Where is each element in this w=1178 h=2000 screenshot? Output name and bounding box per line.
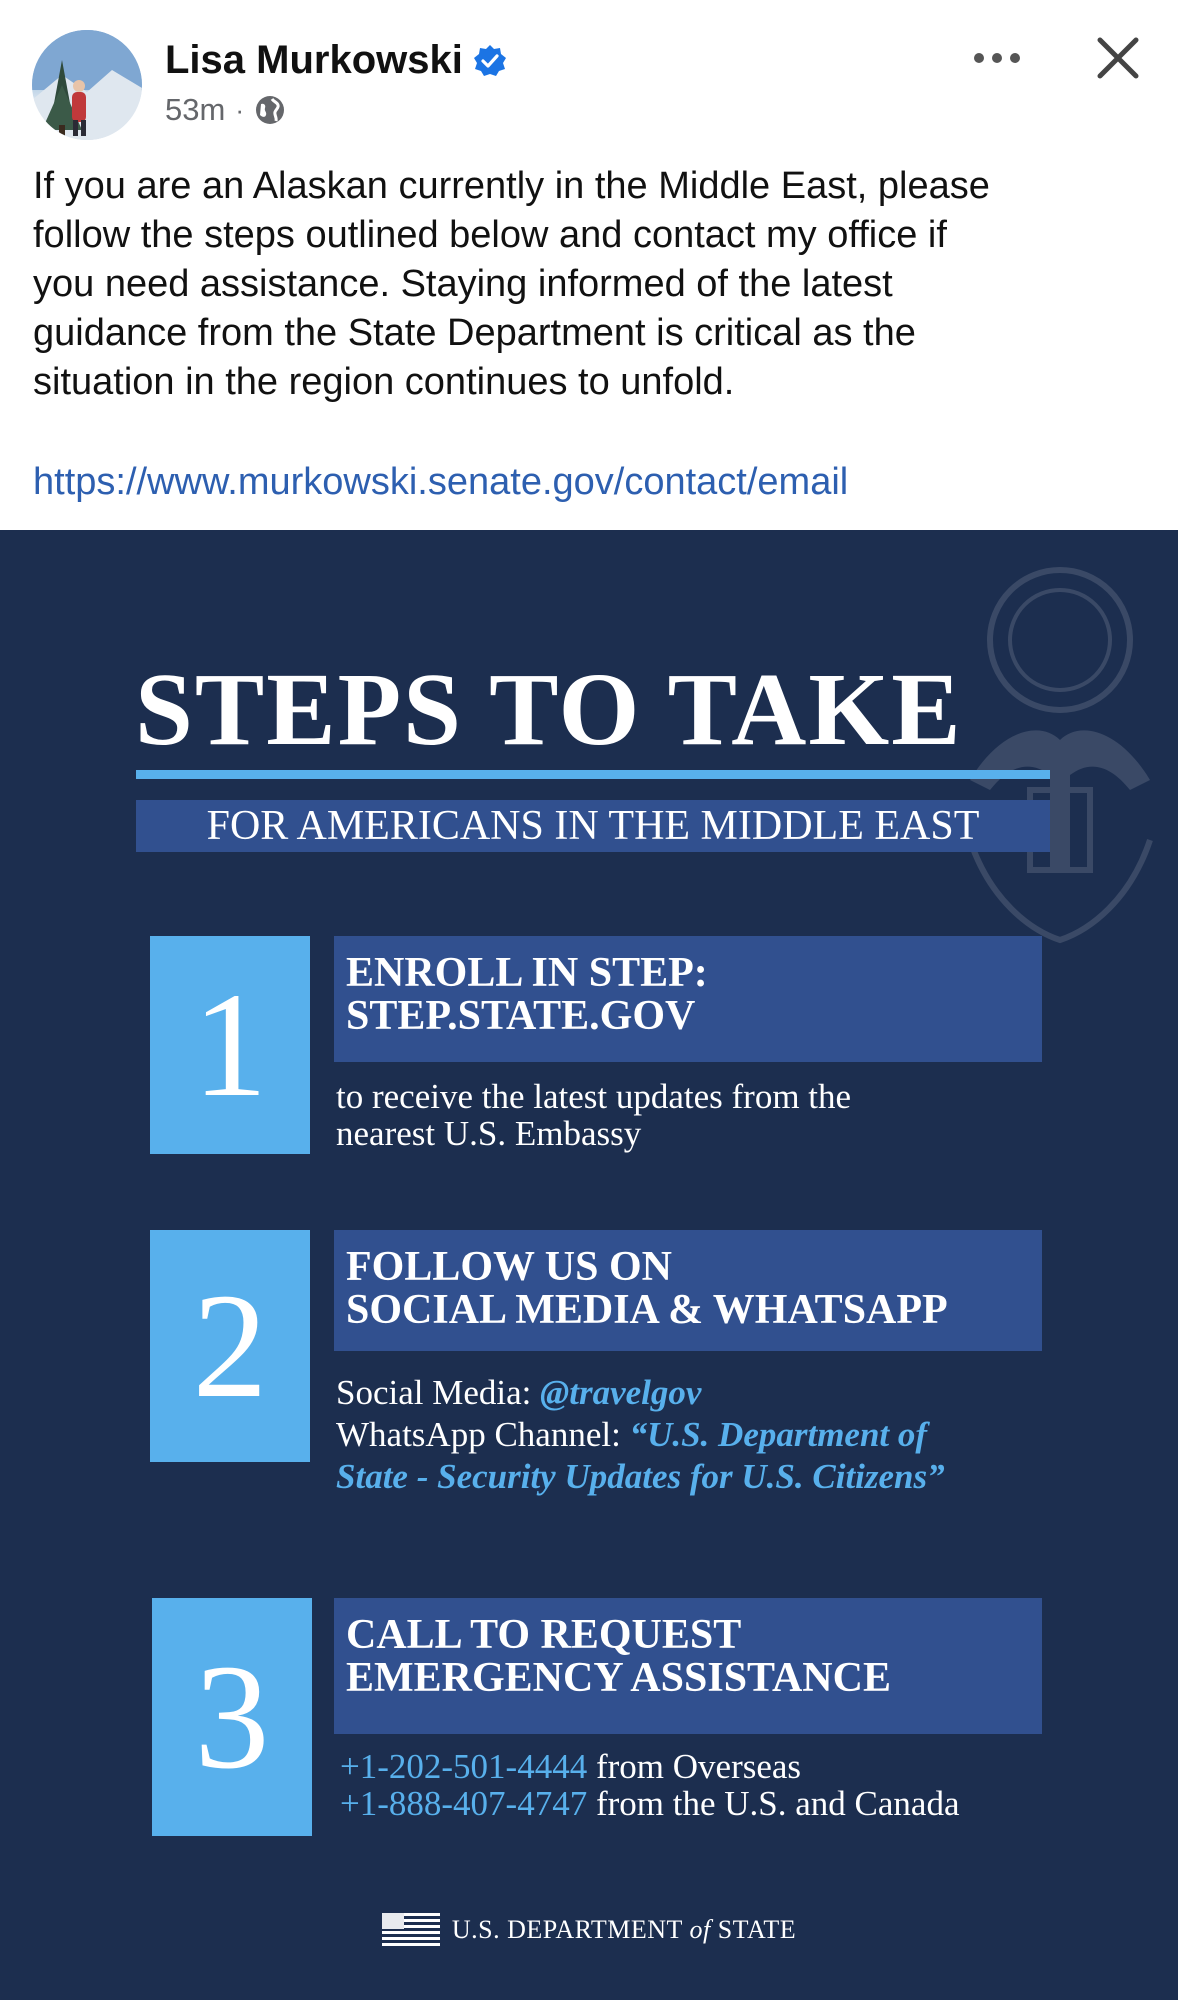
department-name xyxy=(452,1915,796,1945)
step-3-heading-line: EMERGENCY ASSISTANCE xyxy=(346,1655,891,1701)
step-3-description xyxy=(340,1748,1060,1822)
close-icon[interactable] xyxy=(1090,30,1146,86)
post-link[interactable]: https://www.murkowski.senate.gov/contact/email xyxy=(33,461,849,503)
step-3-heading xyxy=(334,1598,1042,1734)
author-name-row xyxy=(165,38,507,83)
social-media-label: Social Media: xyxy=(336,1373,541,1412)
step-1-heading-line: STEP.STATE.GOV xyxy=(346,993,696,1039)
avatar[interactable] xyxy=(32,30,142,140)
whatsapp-channel: “U.S. Department of xyxy=(629,1415,928,1454)
post-text: If you are an Alaskan currently in the Middle East, please follow the steps outlined below and contact my office if you need assistance. Staying informed of the latest guidance from the State Department is critical as the situation in the region continues to unfold. xyxy=(33,165,990,403)
phone-number: +1-888-407-4747 xyxy=(340,1784,588,1823)
social-handle: @travelgov xyxy=(540,1373,702,1412)
step-2-heading-line: SOCIAL MEDIA & WHATSAPP xyxy=(346,1287,948,1333)
step-3-number: 3 xyxy=(152,1598,312,1836)
department-footer xyxy=(0,1910,1178,1950)
verified-badge-icon xyxy=(473,44,507,78)
post-header xyxy=(0,0,1178,150)
phone-note: from Overseas xyxy=(587,1747,802,1786)
step-1-heading-line: ENROLL IN STEP: xyxy=(346,950,708,996)
us-flag-icon xyxy=(382,1913,440,1947)
step-1-heading xyxy=(334,936,1042,1062)
timestamp[interactable]: 53m xyxy=(165,92,226,127)
department-name-suffix: STATE xyxy=(710,1915,797,1944)
whatsapp-label: WhatsApp Channel: xyxy=(336,1415,630,1454)
step-3-heading-line: CALL TO REQUEST xyxy=(346,1612,742,1658)
phone-line xyxy=(340,1748,1060,1785)
title-rule xyxy=(136,770,1050,779)
graphic-title: STEPS TO TAKE xyxy=(135,652,963,767)
step-2-number: 2 xyxy=(150,1230,310,1462)
whatsapp-line xyxy=(336,1414,1056,1456)
globe-icon[interactable] xyxy=(254,94,286,126)
graphic-subtitle: FOR AMERICANS IN THE MIDDLE EAST xyxy=(136,800,1050,852)
avatar-image xyxy=(32,30,142,140)
more-icon[interactable] xyxy=(970,38,1024,78)
post-image[interactable] xyxy=(0,530,1178,2000)
author-name[interactable]: Lisa Murkowski xyxy=(165,38,463,82)
step-1-description xyxy=(336,1078,1056,1152)
step-2-description xyxy=(336,1372,1056,1498)
step-1-description-line: to receive the latest updates from the xyxy=(336,1077,852,1116)
social-media-line xyxy=(336,1372,1056,1414)
step-1-description-line: nearest U.S. Embassy xyxy=(336,1114,642,1153)
phone-line xyxy=(340,1785,1060,1822)
department-name-prefix: U.S. DEPARTMENT xyxy=(451,1915,690,1944)
post-meta xyxy=(165,92,286,128)
meta-separator: · xyxy=(235,94,244,125)
phone-note: from the U.S. and Canada xyxy=(587,1784,960,1823)
department-name-of: of xyxy=(689,1915,711,1944)
whatsapp-channel: State - Security Updates for U.S. Citizens” xyxy=(336,1457,945,1496)
step-2-heading xyxy=(334,1230,1042,1351)
phone-number: +1-202-501-4444 xyxy=(340,1747,588,1786)
step-2-heading-line: FOLLOW US ON xyxy=(346,1244,672,1290)
step-1-number: 1 xyxy=(150,936,310,1154)
